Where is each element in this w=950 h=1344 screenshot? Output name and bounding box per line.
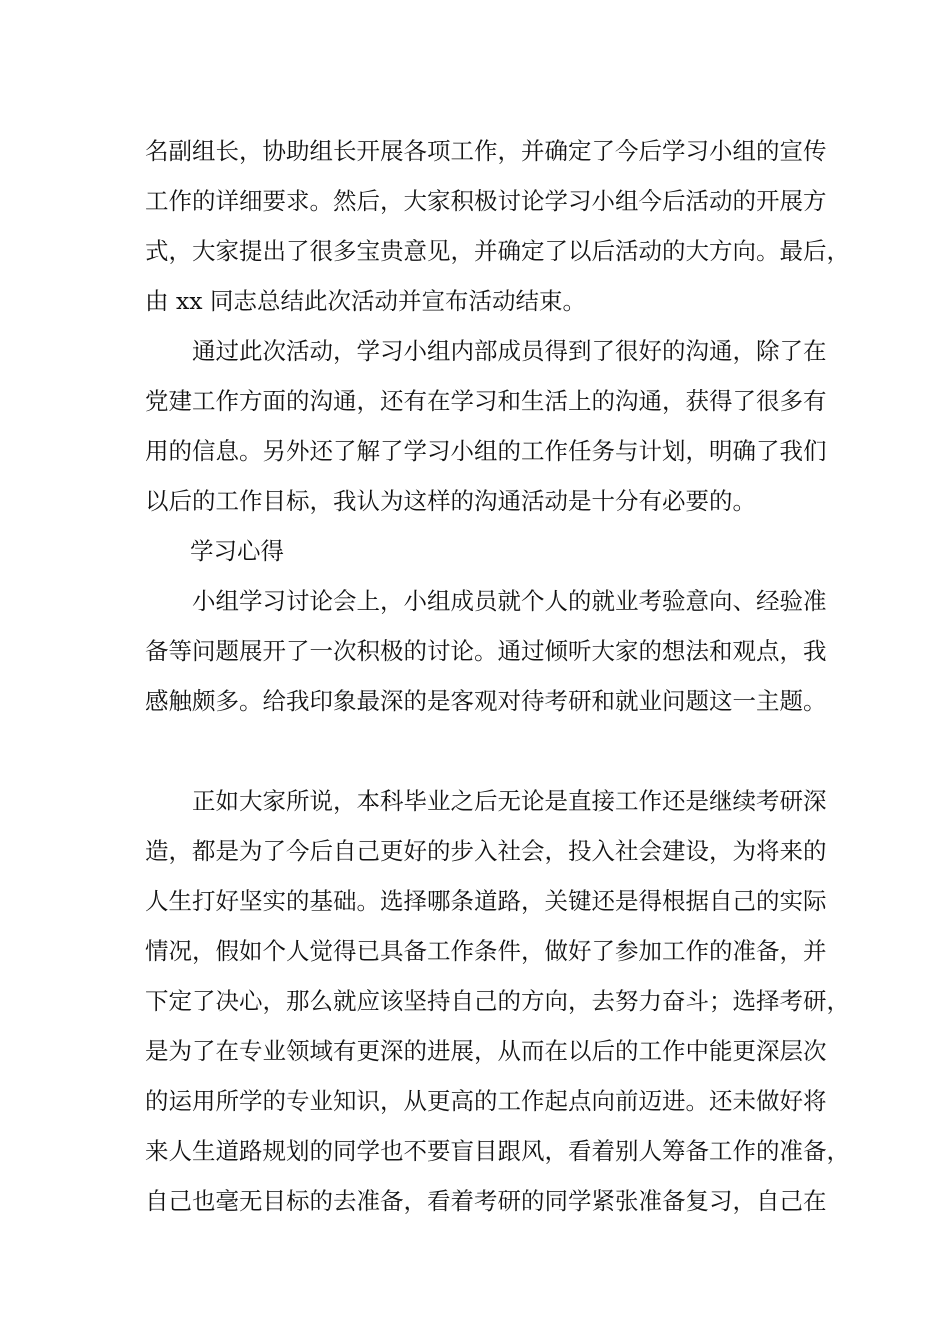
text-line: 是为了在专业领域有更深的进展，从而在以后的工作中能更深层次 <box>145 1037 827 1065</box>
paragraph-first-line: 小组学习讨论会上，小组成员就个人的就业考验意向、经验准 <box>192 587 827 615</box>
text-line: 造，都是为了今后自己更好的步入社会，投入社会建设，为将来的 <box>145 837 827 865</box>
text-line: 工作的详细要求。然后，大家积极讨论学习小组今后活动的开展方 <box>145 187 827 215</box>
text-line: 名副组长，协助组长开展各项工作，并确定了今后学习小组的宣传 <box>145 137 827 165</box>
text-line: 下定了决心，那么就应该坚持自己的方向，去努力奋斗；选择考研， <box>145 987 850 1015</box>
text-line: 以后的工作目标，我认为这样的沟通活动是十分有必要的。 <box>145 487 756 515</box>
text-line: 备等问题展开了一次积极的讨论。通过倾听大家的想法和观点，我 <box>145 637 827 665</box>
text-line: 式，大家提出了很多宝贵意见，并确定了以后活动的大方向。最后， <box>145 237 850 265</box>
text-line: 感触颇多。给我印象最深的是客观对待考研和就业问题这一主题。 <box>145 687 827 715</box>
text-line: 由 xx 同志总结此次活动并宣布活动结束。 <box>145 287 586 315</box>
paragraph-first-line: 通过此次活动，学习小组内部成员得到了很好的沟通，除了在 <box>192 337 827 365</box>
text-line: 党建工作方面的沟通，还有在学习和生活上的沟通，获得了很多有 <box>145 387 827 415</box>
paragraph-first-line: 正如大家所说，本科毕业之后无论是直接工作还是继续考研深 <box>192 787 827 815</box>
text-line: 用的信息。另外还了解了学习小组的工作任务与计划，明确了我们 <box>145 437 827 465</box>
text-line: 来人生道路规划的同学也不要盲目跟风，看着别人筹备工作的准备， <box>145 1137 850 1165</box>
text-line: 人生打好坚实的基础。选择哪条道路，关键还是得根据自己的实际 <box>145 887 827 915</box>
text-line: 情况，假如个人觉得已具备工作条件，做好了参加工作的准备，并 <box>145 937 827 965</box>
section-heading: 学习心得 <box>190 537 284 565</box>
text-line: 的运用所学的专业知识，从更高的工作起点向前迈进。还未做好将 <box>145 1087 827 1115</box>
text-line: 自己也毫无目标的去准备，看着考研的同学紧张准备复习，自己在 <box>145 1187 827 1215</box>
